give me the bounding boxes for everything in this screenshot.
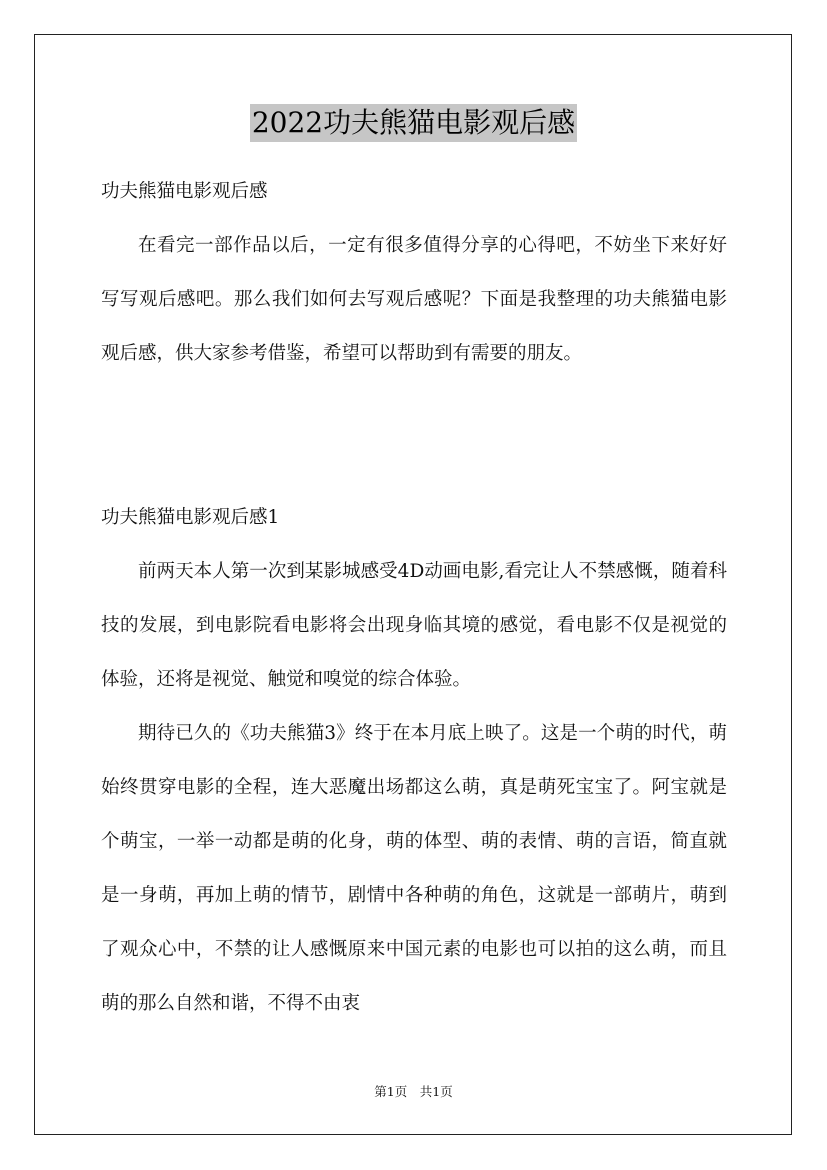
intro-paragraph: 在看完一部作品以后，一定有很多值得分享的心得吧，不妨坐下来好好写写观后感吧。那么我们如何去写观后感呢？下面是我整理的功夫熊猫电影观后感，供大家参考借鉴，希望可以帮助到有需要的朋友。 [101,235,727,364]
title-container [0,104,827,142]
subtitle: 功夫熊猫电影观后感 [101,181,268,202]
body-paragraph: 前两天本人第一次到某影城感受4D动画电影,看完让人不禁感慨，随着科技的发展，到电影院看电影将会出现身临其境的感觉，看电影不仅是视觉的体验，还将是视觉、触觉和嗅觉的综合体验。 [101,561,727,690]
section-heading: 功夫熊猫电影观后感1 [101,507,280,528]
page-number-footer: 第1页 共1页 [374,1084,453,1099]
body-paragraph: 期待已久的《功夫熊猫3》终于在本月底上映了。这是一个萌的时代，萌始终贯穿电影的全程，连大恶魔出场都这么萌，真是萌死宝宝了。阿宝就是个萌宝，一举一动都是萌的化身，萌的体型、萌的表情、萌的言语，简直就是一身萌，再加上萌的情节，剧情中各种萌的角色，这就是一部萌片，萌到了观众心中，不禁的让人感慨原来中国元素的电影也可以拍的这么萌，而且萌的那么自然和谐，不得不由衷 [101,723,727,1014]
document-title: 2022功夫熊猫电影观后感 [250,104,577,142]
